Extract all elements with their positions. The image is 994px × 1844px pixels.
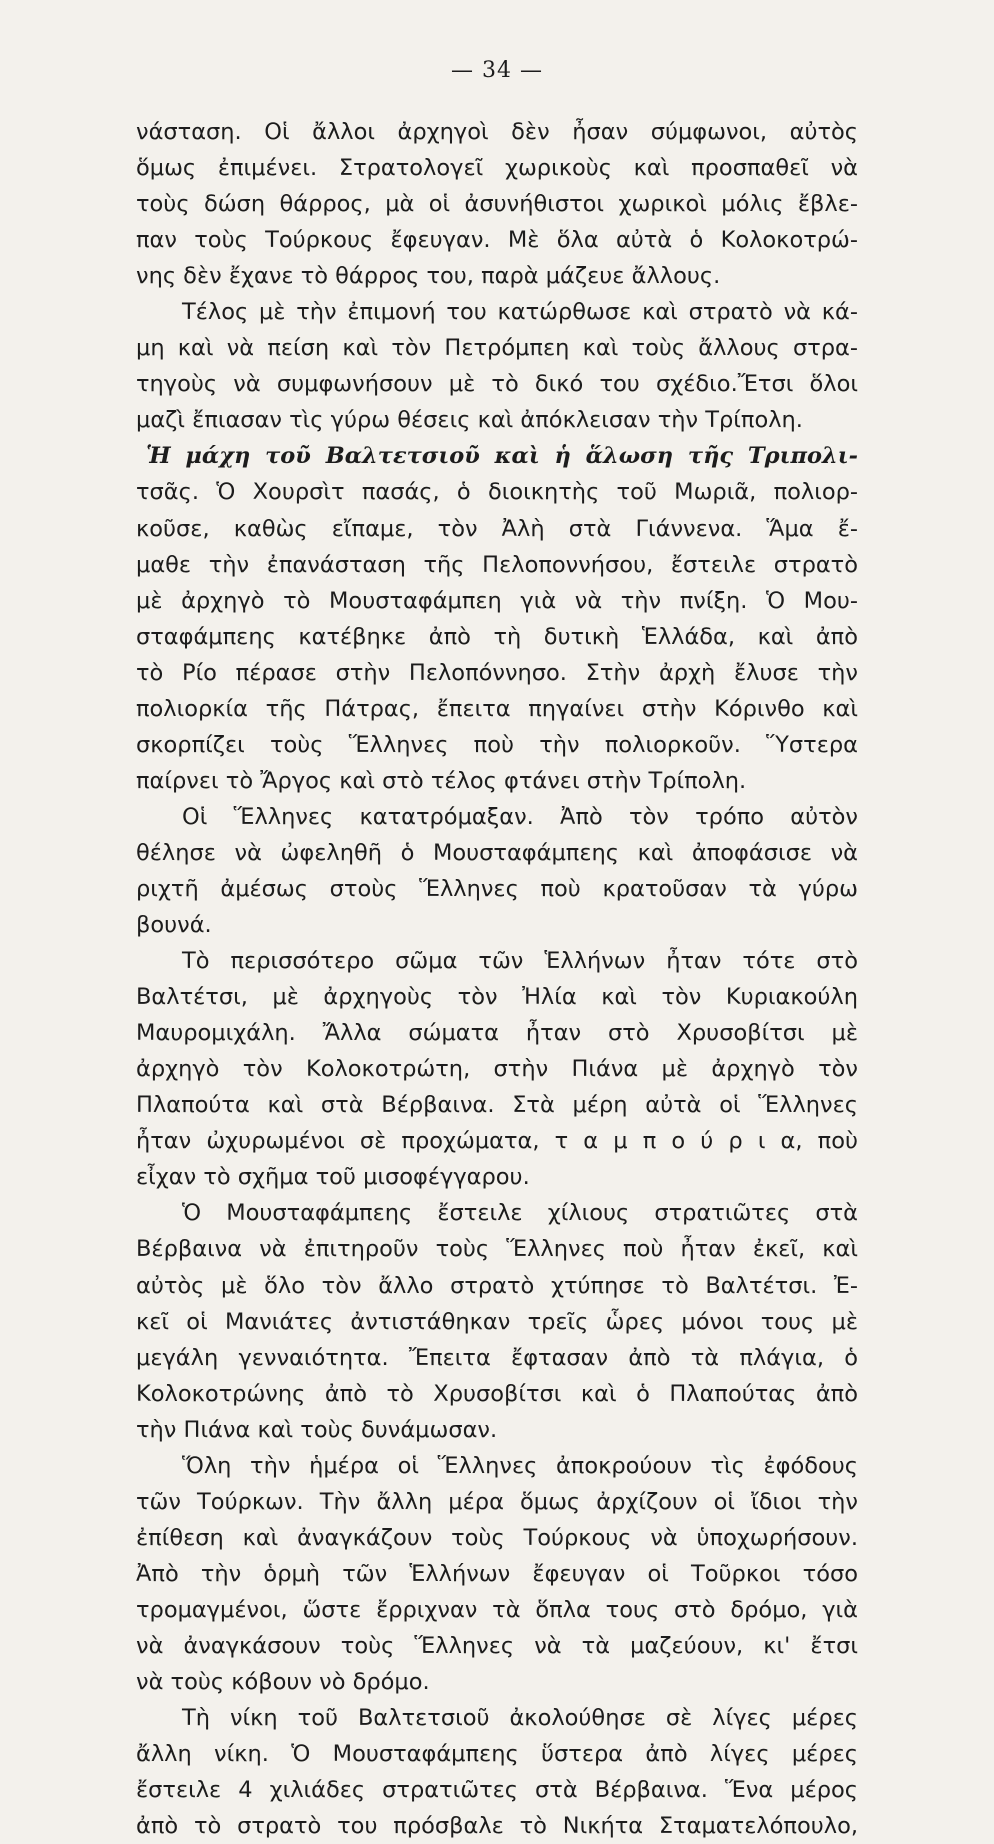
text-line: τὴν Πιάνα καὶ τοὺς δυνάμωσαν. (136, 1416, 498, 1443)
text-line: νης δὲν ἔχανε τὸ θάρρος του, παρὰ μάζευε ἄλλους. (136, 263, 721, 290)
text-line: Βαλτέτσι, μὲ ἀρχηγοὺς τὸν Ἠλία καὶ τὸν Κυριακούλη (136, 984, 858, 1011)
text-line: μαθε τὴν ἐπανάσταση τῆς Πελοποννήσου, ἔστειλε στρατὸ (136, 551, 858, 578)
text-line: Βέρβαινα νὰ ἐπιτηροῦν τοὺς Ἕλληνες ποὺ ἦταν ἐκεῖ, καὶ (136, 1236, 858, 1263)
text-line: αὐτὸς μὲ ὅλο τὸν ἄλλο στρατὸ χτύπησε τὸ Βαλτέτσι. Ἐ- (136, 1272, 858, 1299)
text-line: νάσταση. Οἱ ἄλλοι ἀρχηγοὶ δὲν ἦσαν σύμφωνοι, αὐτὸς (136, 119, 858, 145)
text-line: σκορπίζει τοὺς Ἕλληνες ποὺ τὴν πολιορκοῦν. Ὕστερα (136, 731, 858, 758)
text-line: νὰ τοὺς κόβουν νὸ δρόμο. (136, 1669, 430, 1696)
text-line: ἔστειλε 4 χιλιάδες στρατιῶτες στὰ Βέρβαινα. Ἕνα μέρος (136, 1777, 858, 1804)
text-line: παίρνει τὸ Ἄργος καὶ στὸ τέλος φτάνει στὴν Τρίπολη. (136, 767, 747, 794)
text-line: ἐπίθεση καὶ ἀναγκάζουν τοὺς Τούρκους νὰ ὑποχωρήσουν. (136, 1524, 858, 1551)
text-line: ριχτῆ ἀμέσως στοὺς Ἕλληνες ποὺ κρατοῦσαν τὰ γύρω (136, 875, 858, 902)
text-line: τηγοὺς νὰ συμφωνήσουν μὲ τὸ δικό του σχέδιο.Ἔτσι ὅλοι (136, 371, 858, 398)
text-line: ὅμως ἐπιμένει. Στρατολογεῖ χωρικοὺς καὶ προσπαθεῖ νὰ (136, 155, 858, 182)
text-line: μαζὶ ἔπιασαν τὶς γύρω θέσεις καὶ ἀπόκλεισαν τὴν Τρίπολη. (136, 407, 803, 434)
text-line: τῶν Τούρκων. Τὴν ἄλλη μέρα ὅμως ἀρχίζουν οἱ ἴδιοι τὴν (136, 1488, 858, 1515)
text-line: κεῖ οἱ Μανιάτες ἀντιστάθηκαν τρεῖς ὧρες μόνοι τους μὲ (136, 1308, 858, 1335)
text-line: Τὸ περισσότερο σῶμα τῶν Ἑλλήνων ἦταν τότε στὸ (182, 948, 858, 975)
text-line: τσᾶς. Ὁ Χουρσὶτ πασάς, ὁ διοικητὴς τοῦ Μωριᾶ, πολιορ- (136, 479, 858, 506)
text-line: Μαυρομιχάλη. Ἄλλα σώματα ἦταν στὸ Χρυσοβίτσι μὲ (136, 1020, 858, 1047)
text-line: σταφάμπεης κατέβηκε ἀπὸ τὴ δυτικὴ Ἑλλάδα, καὶ ἀπὸ (136, 623, 858, 650)
text-line: μὲ ἀρχηγὸ τὸ Μουσταφάμπεη γιὰ νὰ τὴν πνίξη. Ὁ Μου- (136, 587, 858, 614)
text-line: νὰ ἀναγκάσουν τοὺς Ἕλληνες νὰ τὰ μαζεύουν, κι' ἔτσι (136, 1632, 858, 1659)
text-line: εἶχαν τὸ σχῆμα τοῦ μισοφέγγαρου. (136, 1164, 530, 1191)
text-line: Ἀπὸ τὴν ὁρμὴ τῶν Ἑλλήνων ἔφευγαν οἱ Τοῦρκοι τόσο (136, 1560, 858, 1587)
text-line: τοὺς δώση θάρρος, μὰ οἱ ἀσυνήθιστοι χωρικοὶ μόλις ἔβλε- (136, 191, 858, 218)
text-line: πολιορκία τῆς Πάτρας, ἔπειτα πηγαίνει στὴν Κόρινθο καὶ (136, 695, 858, 722)
text-line: Τὴ νίκη τοῦ Βαλτετσιοῦ ἀκολούθησε σὲ λίγες μέρες (182, 1705, 858, 1732)
body-text (136, 114, 858, 1844)
text-line: μη καὶ νὰ πείση καὶ τὸν Πετρόμπεη καὶ τοὺς ἄλλους στρα- (136, 335, 858, 362)
text-line: Τέλος μὲ τὴν ἐπιμονή του κατώρθωσε καὶ στρατὸ νὰ κά- (182, 299, 858, 326)
text-line: Πλαπούτα καὶ στὰ Βέρβαινα. Στὰ μέρη αὐτὰ οἱ Ἕλληνες (136, 1092, 858, 1119)
text-line: παν τοὺς Τούρκους ἔφευγαν. Μὲ ὅλα αὐτὰ ὁ Κολοκοτρώ- (136, 227, 858, 254)
text-line: τρομαγμένοι, ὥστε ἔρριχναν τὰ ὅπλα τους στὸ δρόμο, γιὰ (136, 1596, 858, 1623)
text-line: ἀπὸ τὸ στρατὸ του πρόσβαλε τὸ Νικήτα Σταματελόπουλο, (136, 1813, 858, 1840)
text-line: μεγάλη γενναιότητα. Ἔπειτα ἔφτασαν ἀπὸ τὰ πλάγια, ὁ (136, 1344, 858, 1371)
text-line: Ὅλη τὴν ἡμέρα οἱ Ἕλληνες ἀποκρούουν τὶς ἐφόδους (182, 1452, 858, 1479)
text-line: Ὁ Μουσταφάμπεης ἔστειλε χίλιους στρατιῶτες στὰ (182, 1200, 858, 1227)
section-heading-line: Ἡ μάχη τοῦ Βαλτετσιοῦ καὶ ἡ ἅλωση τῆς Τριπολι- (146, 443, 858, 470)
page-number: — 34 — (451, 58, 543, 83)
text-line: ἄλλη νίκη. Ὁ Μουσταφάμπεης ὕστερα ἀπὸ λίγες μέρες (136, 1741, 858, 1768)
text-line: ἦταν ὠχυρωμένοι σὲ προχώματα, τ α μ π ο ύ ρ ι α, ποὺ (136, 1128, 858, 1155)
text-line: τὸ Ρίο πέρασε στὴν Πελοπόννησο. Στὴν ἀρχὴ ἔλυσε τὴν (136, 659, 858, 686)
text-line: ἀρχηγὸ τὸν Κολοκοτρώτη, στὴν Πιάνα μὲ ἀρχηγὸ τὸν (136, 1056, 858, 1083)
text-line: Κολοκοτρώνης ἀπὸ τὸ Χρυσοβίτσι καὶ ὁ Πλαπούτας ἀπὸ (136, 1380, 858, 1407)
text-line: κοῦσε, καθὼς εἴπαμε, τὸν Ἀλὴ στὰ Γιάννενα. Ἅμα ἔ- (136, 515, 858, 542)
text-line: βουνά. (136, 912, 212, 939)
text-line: Οἱ Ἕλληνες κατατρόμαξαν. Ἀπὸ τὸν τρόπο αὐτὸν (182, 803, 858, 830)
text-line: θέλησε νὰ ὠφεληθῆ ὁ Μουσταφάμπεης καὶ ἀποφάσισε νὰ (136, 839, 858, 866)
